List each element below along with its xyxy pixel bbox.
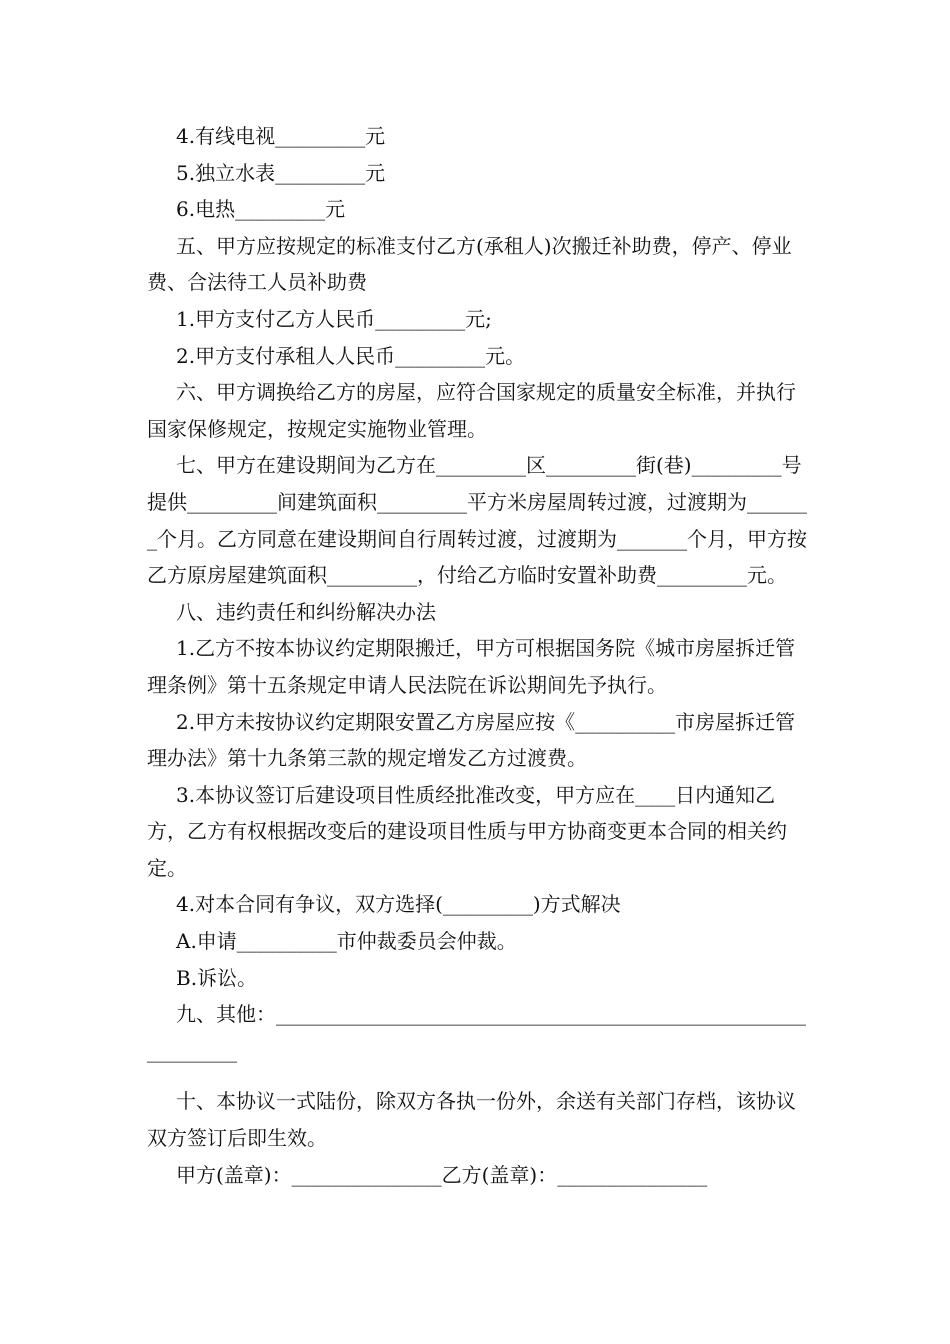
- clause-item-6: 6.电热_________元: [176, 197, 346, 222]
- option-b: B.诉讼。: [176, 965, 258, 990]
- clause-nine: 九、其他：______________________________________________________________: [147, 1002, 806, 1063]
- option-a: A.申请__________市仲裁委员会仲裁。: [176, 929, 517, 954]
- clause-eight-item-4: 4.对本合同有争议，双方选择(_________)方式解决: [176, 892, 621, 917]
- clause-item-5: 5.独立水表_________元: [176, 160, 386, 185]
- signature-line: 甲方(盖章)：_______________乙方(盖章)：_______________: [176, 1162, 708, 1187]
- clause-six: 六、甲方调换给乙方的房屋，应符合国家规定的质量安全标准，并执行国家保修规定，按规定实施物业管理。: [147, 380, 796, 441]
- clause-seven: 七、甲方在建设期间为乙方在_________区_________街(巷)_________号提供_________间建筑面积_________平方米房屋周转过渡，过渡期为_______个月。乙方同意在建设期间自行周转过渡，过渡期为_______个月，甲方按乙方原房屋建筑面积_________，付给乙方临时安置补助费_________元。: [147, 453, 807, 588]
- clause-eight-item-1: 1.乙方不按本协议约定期限搬迁，甲方可根据国务院《城市房屋拆迁管理条例》第十五条规定申请人民法院在诉讼期间先予执行。: [147, 636, 796, 697]
- clause-eight-item-2: 2.甲方未按协议约定期限安置乙方房屋应按《__________市房屋拆迁管理办法》第十九条第三款的规定增发乙方过渡费。: [147, 709, 796, 771]
- contract-body: [147, 118, 807, 1193]
- clause-eight-heading: 八、违约责任和纠纷解决办法: [176, 599, 436, 624]
- clause-eight-item-3: 3.本协议签订后建设项目性质经批准改变，甲方应在____日内通知乙方，乙方有权根据改变后的建设项目性质与甲方协商变更本合同的相关约定。: [147, 782, 787, 880]
- clause-five-item-2: 2.甲方支付承租人人民币_________元。: [176, 343, 526, 368]
- clause-five-item-1: 1.甲方支付乙方人民币_________元;: [176, 306, 492, 331]
- clause-ten: 十、本协议一式陆份，除双方各执一份外，余送有关部门存档，该协议双方签订后即生效。: [147, 1089, 796, 1151]
- paragraph-gap: [147, 1069, 807, 1083]
- clause-item-4: 4.有线电视_________元: [176, 124, 386, 148]
- clause-five: 五、甲方应按规定的标准支付乙方(承租人)次搬迁补助费，停产、停业费、合法待工人员补助费: [147, 233, 792, 295]
